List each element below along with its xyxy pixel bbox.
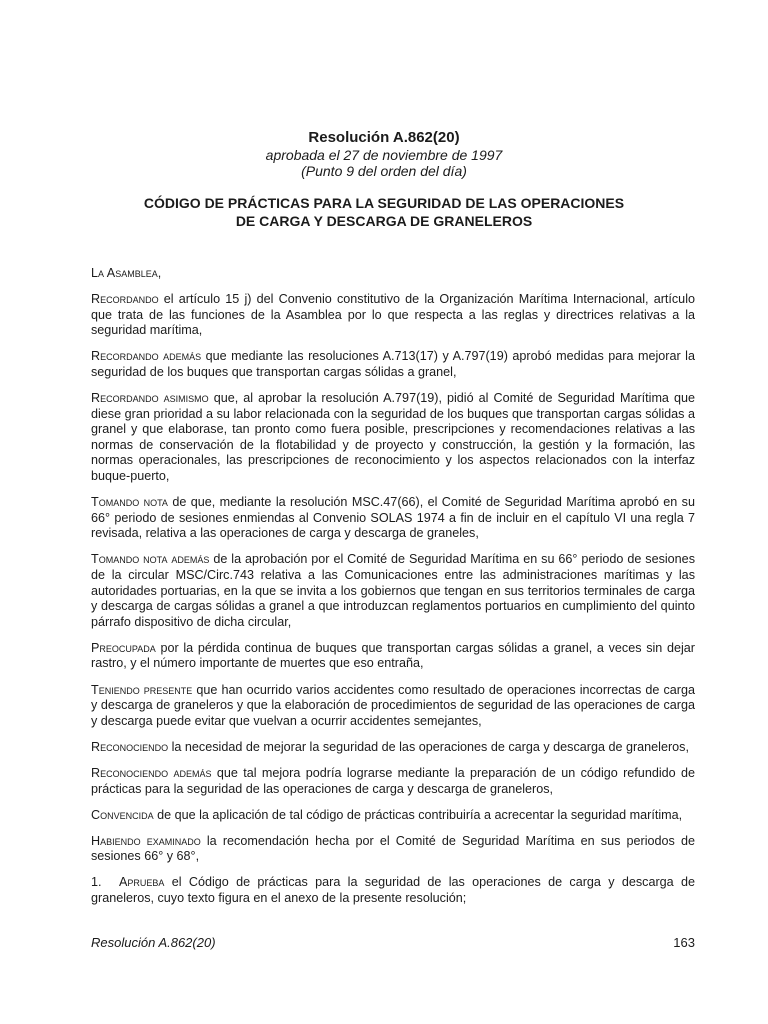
operative-lead: Aprueba <box>119 875 165 890</box>
paragraph-lead: Convencida <box>91 807 154 822</box>
preamble-paragraph <box>91 292 695 339</box>
agenda-item: (Punto 9 del orden del día) <box>301 163 467 179</box>
paragraph-lead: Recordando asimismo <box>91 391 209 406</box>
resolution-title: Resolución A.862(20) <box>308 129 460 146</box>
paragraph-text: que mediante las resoluciones A.713(17) y A.797(19) aprobó medidas para mejorar la seguridad de los buques que transportan cargas sólidas a granel, <box>91 349 695 379</box>
operative-number: 1. <box>91 875 102 890</box>
paragraph-text: la necesidad de mejorar la seguridad de las operaciones de carga y descarga de graneleros, <box>168 739 689 754</box>
resolution-body <box>91 266 695 917</box>
document-title <box>0 194 768 230</box>
preamble-paragraph <box>91 552 695 630</box>
opening-line: La Asamblea, <box>91 266 162 280</box>
paragraph-text: la recomendación hecha por el Comité de Seguridad Marítima en sus periodos de sesiones 66° y 68°, <box>91 833 695 864</box>
operative-text: el Código de prácticas para la seguridad de las operaciones de carga y descarga de graneleros, cuyo texto figura en el anexo de la presente resolución; <box>91 875 695 905</box>
paragraph-text: por la pérdida continua de buques que transportan cargas sólidas a granel, a veces sin dejar rastro, y el número importante de muertes que eso entraña, <box>91 640 695 671</box>
paragraph-text: el artículo 15 j) del Convenio constitutivo de la Organización Marítima Internacional, artículo que trata de las funciones de la Asamblea por lo que respecta a las reglas y directrices relativas a la seguridad marítima, <box>91 292 695 338</box>
preamble-paragraph <box>91 740 695 756</box>
paragraph-lead: Preocupada <box>91 640 156 655</box>
paragraph-text: que han ocurrido varios accidentes como resultado de operaciones incorrectas de carga y descarga de graneleros y que la elaboración de procedimientos de seguridad de las operaciones de carga y descarga puede evitar que vuelvan a ocurrir accidentes semejantes, <box>91 682 695 728</box>
paragraph-lead: Tomando nota además <box>91 552 210 567</box>
resolution-header <box>0 128 768 179</box>
preamble-paragraph <box>91 808 695 824</box>
paragraph-lead: Reconociendo <box>91 739 169 754</box>
paragraph-text: que, al aprobar la resolución A.797(19), pidió al Comité de Seguridad Marítima que diese gran prioridad a su labor relacionada con la seguridad de los buques que transportan cargas sólidas a granel y que elaborase, tan pronto como fuera posible, prescripciones y recomendaciones relativas a las normas de conservación de la flotabilidad y de proyecto y construcción, la gestión y la formación, las normas operacionales, las prescripciones de reconocimiento y los aspectos relacionados con la interfaz buque-puerto, <box>91 391 695 484</box>
preamble-paragraph <box>91 349 695 380</box>
paragraph-text: de que, mediante la resolución MSC.47(66), el Comité de Seguridad Marítima aprobó en su 66° periodo de sesiones enmiendas al Convenio SOLAS 1974 a fin de incluir en el capítulo VI una regla 7 revisada, relativa a las operaciones de carga y descarga de graneles, <box>91 495 695 541</box>
preamble-paragraph <box>91 766 695 797</box>
preamble-paragraph <box>91 495 695 542</box>
document-title-line-1: CÓDIGO DE PRÁCTICAS PARA LA SEGURIDAD DE LAS OPERACIONES <box>143 195 625 211</box>
paragraph-lead: Teniendo presente <box>91 682 193 697</box>
operative-paragraph-1 <box>91 875 695 906</box>
document-title-line-2: DE CARGA Y DESCARGA DE GRANELEROS <box>235 213 533 229</box>
preamble-paragraph <box>91 834 695 865</box>
paragraph-text: que tal mejora podría lograrse mediante la preparación de un código refundido de prácticas para la seguridad de las operaciones de carga y descarga de graneleros, <box>91 765 696 796</box>
paragraph-text: de que la aplicación de tal código de prácticas contribuiría a acrecentar la seguridad marítima, <box>153 807 683 822</box>
preamble-paragraph <box>91 641 695 672</box>
paragraph-lead: Tomando nota <box>91 495 168 510</box>
page-number: 163 <box>673 935 695 950</box>
paragraph-lead: Recordando además <box>91 349 202 364</box>
approval-date: aprobada el 27 de noviembre de 1997 <box>265 147 503 163</box>
paragraph-lead: Recordando <box>91 292 159 307</box>
paragraph-lead: Habiendo examinado <box>91 833 201 848</box>
footer-resolution-reference: Resolución A.862(20) <box>91 935 216 950</box>
paragraph-text: de la aprobación por el Comité de Seguridad Marítima en su 66° periodo de sesiones de la circular MSC/Circ.743 relativa a las Comunicaciones entre las administraciones marítimas y las autoridades portuarias, en la que se invita a los gobiernos que tengan en sus territorios terminales de carga y descarga de cargas sólidas a granel a que introduzcan reglamentos portuarios en cumplimiento del quinto párrafo dispositivo de dicha circular, <box>91 552 695 629</box>
preamble-paragraph <box>91 683 695 730</box>
preamble-paragraph <box>91 391 695 485</box>
paragraph-lead: Reconociendo además <box>91 765 212 780</box>
